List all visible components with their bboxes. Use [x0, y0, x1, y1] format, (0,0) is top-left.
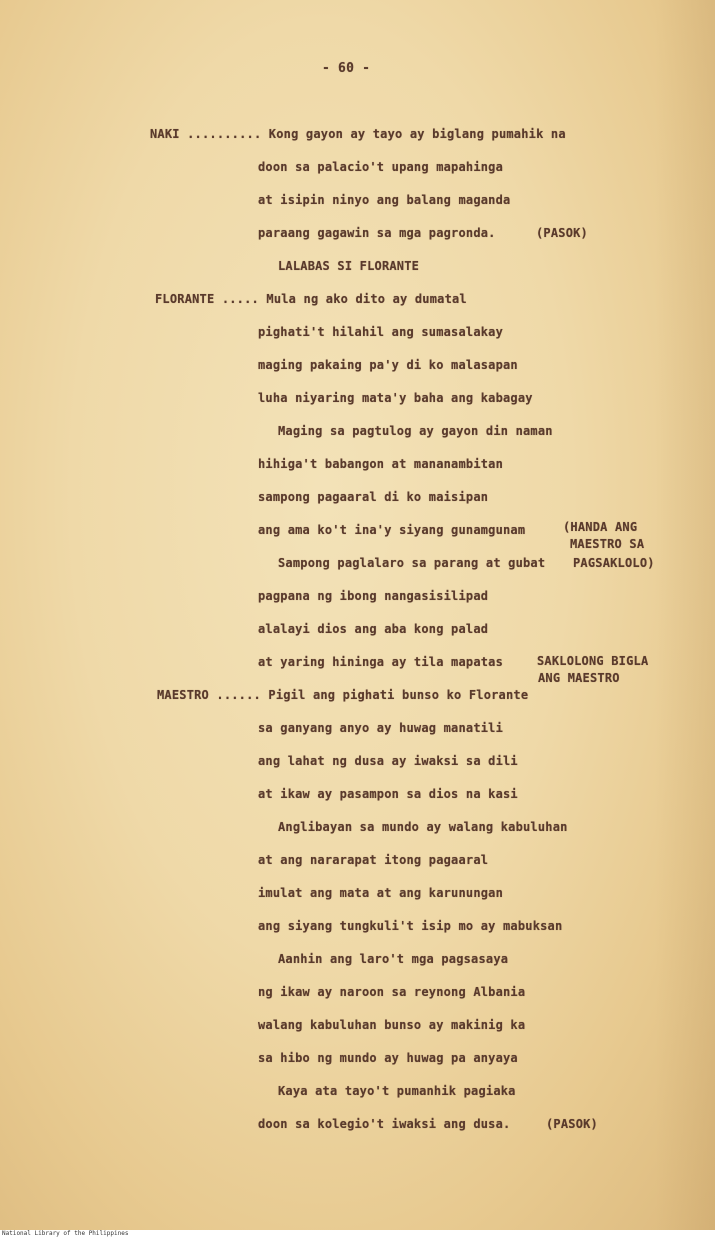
verse-text: paraang gagawin sa mga pagronda. — [258, 226, 496, 240]
speaker-dots: .......... — [179, 127, 262, 141]
verse-line: sampong pagaaral di ko maisipan — [258, 490, 489, 504]
verse-line: pagpana ng ibong nangasisilipad — [258, 589, 489, 603]
verse-line: sa ganyang anyo ay huwag manatili — [258, 721, 504, 735]
verse-line: ang lahat ng dusa ay iwaksi sa dili — [258, 754, 518, 768]
verse-line: ng ikaw ay naroon sa reynong Albania — [258, 985, 526, 999]
verse-line — [258, 226, 496, 240]
stage-direction-heading: LALABAS SI FLORANTE — [278, 259, 420, 273]
verse-line: Maging sa pagtulog ay gayon din naman — [278, 424, 553, 438]
verse-line: imulat ang mata at ang karunungan — [258, 886, 504, 900]
verse-line: ang ama ko't ina'y siyang gunamgunam — [258, 523, 526, 537]
verse-line: sa hibo ng mundo ay huwag pa anyaya — [258, 1051, 518, 1065]
stage-direction: PAGSAKLOLO) — [573, 556, 655, 570]
verse-line: luha niyaring mata'y baha ang kabagay — [258, 391, 533, 405]
speaker-name: NAKI — [150, 127, 180, 141]
verse-line: walang kabuluhan bunso ay makinig ka — [258, 1018, 526, 1032]
verse-line: Aanhin ang laro't mga pagsasaya — [278, 952, 509, 966]
verse-text: Mula ng ako dito ay dumatal — [258, 292, 467, 306]
verse-line: at isipin ninyo ang balang maganda — [258, 193, 511, 207]
stage-direction: (PASOK) — [546, 1117, 598, 1131]
verse-text: Kong gayon ay tayo ay biglang pumahik na — [261, 127, 566, 141]
stage-direction: SAKLOLONG BIGLA — [537, 654, 649, 668]
verse-line: ang siyang tungkuli't isip mo ay mabuksan — [258, 919, 563, 933]
speaker-name: MAESTRO — [157, 688, 209, 702]
stage-direction: (PASOK) — [536, 226, 588, 240]
verse-line: at ikaw ay pasampon sa dios na kasi — [258, 787, 518, 801]
speaker-line — [157, 688, 528, 702]
speaker-dots: ...... — [208, 688, 261, 702]
verse-line: Kaya ata tayo't pumanhik pagiaka — [278, 1084, 516, 1098]
verse-line: at yaring hininga ay tila mapatas — [258, 655, 504, 669]
footer-caption: National Library of the Philippines — [0, 1230, 715, 1238]
verse-line: doon sa palacio't upang mapahinga — [258, 160, 504, 174]
stage-direction: (HANDA ANG — [563, 520, 638, 534]
verse-line: Anglibayan sa mundo ay walang kabuluhan — [278, 820, 568, 834]
verse-line: at ang nararapat itong pagaaral — [258, 853, 489, 867]
speaker-dots: ..... — [214, 292, 259, 306]
page-number: - 60 - — [322, 61, 371, 76]
verse-line: hihiga't babangon at mananambitan — [258, 457, 504, 471]
stage-direction: ANG MAESTRO — [538, 671, 620, 685]
verse-text: Pigil ang pighati bunso ko Florante — [260, 688, 529, 702]
stage-direction: MAESTRO SA — [570, 537, 645, 551]
speaker-line — [150, 127, 566, 141]
verse-line: alalayi dios ang aba kong palad — [258, 622, 489, 636]
verse-line: doon sa kolegio't iwaksi ang dusa. — [258, 1117, 511, 1131]
speaker-line — [155, 292, 467, 306]
speaker-name: FLORANTE — [155, 292, 215, 306]
verse-line: maging pakaing pa'y di ko malasapan — [258, 358, 518, 372]
verse-line: Sampong paglalaro sa parang at gubat — [278, 556, 546, 570]
verse-line: pighati't hilahil ang sumasalakay — [258, 325, 504, 339]
